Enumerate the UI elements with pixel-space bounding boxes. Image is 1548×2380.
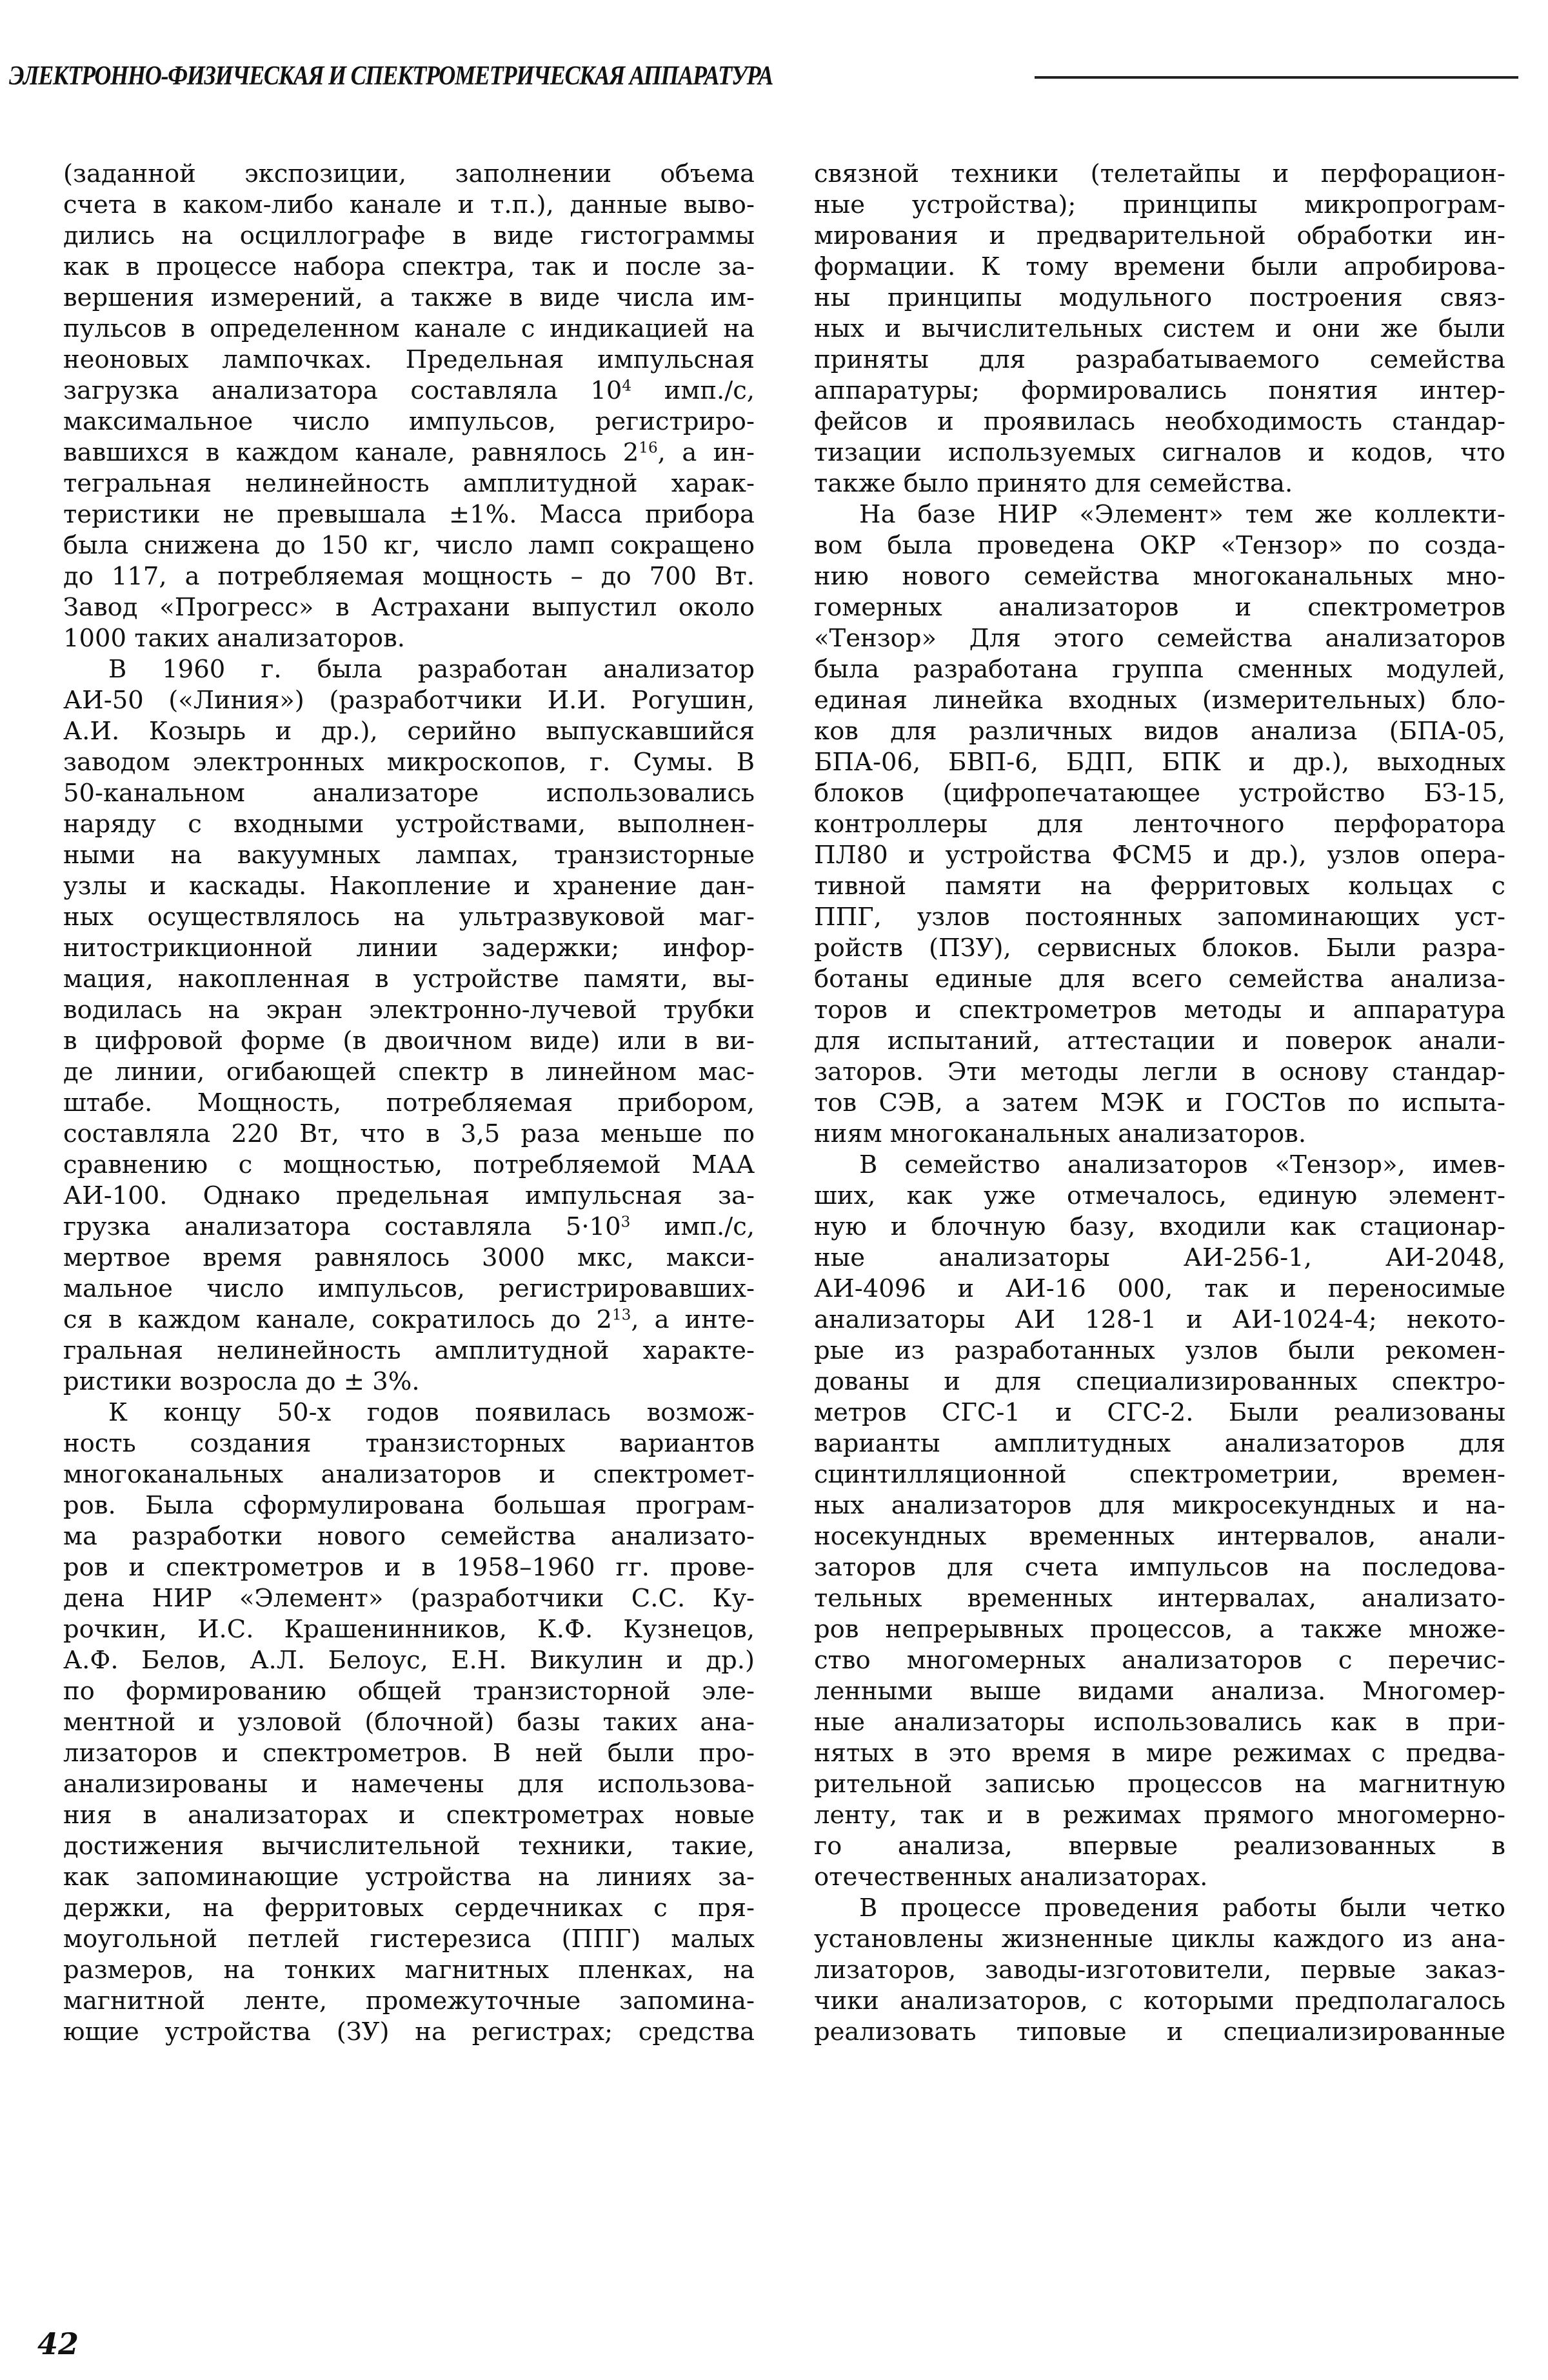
text-line-content: блоков (цифропечатающее устройство БЗ-15, [814,779,1505,808]
text-line [814,375,1505,406]
text-line [814,1274,1505,1305]
text-line-content: ров непрерывных процессов, а также множе- [814,1615,1505,1644]
text-line-content: го анализа, впервые реализованных в [814,1832,1505,1861]
superscript-exponent: 4 [622,377,632,395]
text-line [63,840,755,871]
text-line-content: магнитной ленте, промежуточные запомина- [63,1986,755,2015]
text-line [63,716,755,747]
text-line [63,1831,755,1862]
text-line-content: лизаторов, заводы-изготовители, первые заказ- [814,1955,1505,1985]
text-line [63,1088,755,1119]
text-line [63,1738,755,1769]
text-line-content: составляла 220 Вт, что в 3,5 раза меньше по [63,1119,755,1148]
text-line [814,933,1505,964]
text-line [814,1305,1505,1335]
text-line-content: в цифровой форме (в двоичном виде) или в ви- [63,1026,755,1055]
text-line [63,654,755,685]
text-line [814,406,1505,437]
text-line-content: моугольной петлей гистерезиса (ППГ) малых [63,1925,755,1954]
text-line-content: как запоминающие устройства на линиях за- [63,1863,755,1892]
text-line-content: установлены жизненные циклы каждого из ана- [814,1925,1505,1954]
text-line [814,623,1505,654]
text-line [63,592,755,623]
text-line-content: ленту, так и в режимах прямого многомерно- [814,1801,1505,1830]
text-line-content: дованы и для специализированных спектро- [814,1367,1505,1396]
text-line [63,252,755,283]
text-line [814,592,1505,623]
text-line [63,809,755,840]
text-line [63,314,755,345]
text-line-content: штабе. Мощность, потребляемая прибором, [63,1088,755,1117]
text-line [63,778,755,809]
text-line [814,778,1505,809]
text-line-content: заторов для счета импульсов на последова- [814,1553,1505,1582]
superscript-exponent: 3 [620,1214,631,1231]
text-line [814,1521,1505,1552]
text-line [63,1614,755,1645]
text-line-content: тельных временных интервалах, анализато- [814,1584,1505,1613]
text-line [814,283,1505,314]
text-line-content: реализовать типовые и специализированные [814,2017,1505,2046]
text-line [814,747,1505,778]
text-line-content: ма разработки нового семейства анализато- [63,1522,755,1551]
text-line-content: ность создания транзисторных вариантов [63,1429,755,1458]
text-line-content: мирования и предварительной обработки ин- [814,221,1505,250]
text-line-content: рые из разработанных узлов были рекомен- [814,1336,1505,1365]
text-line [63,1459,755,1490]
text-line [814,1893,1505,1924]
text-line [814,1150,1505,1181]
text-line-content: А.Ф. Белов, А.Л. Белоус, Е.Н. Викулин и др.) [63,1646,755,1675]
text-line-content: ные устройства); принципы микропрограм- [814,190,1505,219]
text-line-content: была разработана группа сменных модулей, [814,655,1505,684]
text-line [63,159,755,190]
text-line-content: лизаторов и спектрометров. В ней были про- [63,1739,755,1768]
text-line [814,809,1505,840]
text-line [814,1088,1505,1119]
text-line [63,1212,755,1243]
text-line [814,314,1505,345]
text-line-content: гральная нелинейность амплитудной характе- [63,1336,755,1365]
text-line [63,1893,755,1924]
text-line [814,1119,1505,1150]
text-line [814,1924,1505,1955]
text-line [814,221,1505,252]
text-line [63,623,755,654]
text-line [63,1397,755,1428]
text-line-content: ленными выше видами анализа. Многомер- [814,1677,1505,1706]
text-line-content: метров СГС-1 и СГС-2. Были реализованы [814,1398,1505,1427]
text-line-content: 1000 таких анализаторов. [63,624,405,653]
text-line-content: связной техники (телетайпы и перфорацион- [814,159,1505,188]
text-line [63,1862,755,1893]
text-line [814,2017,1505,2048]
text-line [63,283,755,314]
running-header-title: ЭЛЕКТРОННО-ФИЗИЧЕСКАЯ И СПЕКТРОМЕТРИЧЕСКАЯ АППАРАТУРА [9,61,773,91]
text-line-content: ристики возросла до ± 3%. [63,1367,420,1396]
text-line [63,1676,755,1707]
text-line [814,1490,1505,1521]
text-line-content: неоновых лампочках. Предельная импульсная [63,345,755,374]
text-line-content: ную и блочную базу, входили как стационар- [814,1212,1505,1241]
text-line [814,1397,1505,1428]
text-line-content: тивной памяти на ферритовых кольцах с [814,872,1505,901]
text-line [814,1583,1505,1614]
text-line-content: Завод «Прогресс» в Астрахани выпустил около [63,593,755,622]
text-line [63,1057,755,1088]
text-line-content: тов СЭВ, а затем МЭК и ГОСТов по испыта- [814,1088,1505,1117]
text-line [63,964,755,995]
text-line [814,190,1505,221]
text-line-content: размеров, на тонких магнитных пленках, на [63,1955,755,1985]
text-line [814,1057,1505,1088]
text-line [814,1428,1505,1459]
text-line-content: К концу 50-х годов появилась возмож- [108,1398,755,1427]
text-line-content: аппаратуры; формировались понятия интер- [814,376,1505,405]
text-line-content: В процессе проведения работы были четко [859,1894,1505,1923]
text-line [814,1986,1505,2017]
text-line-content: грузка анализатора составляла 5·10 [63,1212,621,1241]
text-line-content: ров и спектрометров и в 1958–1960 гг. прове- [63,1553,755,1582]
text-line-content: по формированию общей транзисторной эле- [63,1677,755,1706]
page-number: 42 [37,2326,79,2361]
text-line [814,1243,1505,1274]
text-line-content: отечественных анализаторах. [814,1863,1208,1892]
text-line [63,1490,755,1521]
text-line [814,1026,1505,1057]
text-line [814,1707,1505,1738]
text-line-content: ров. Была сформулирована большая програм- [63,1491,755,1520]
text-line-content: рочкин, И.С. Крашенинников, К.Ф. Кузнецов, [63,1615,755,1644]
text-line-content: В 1960 г. была разработан анализатор [108,655,755,684]
header-rule [1035,76,1518,79]
text-line-content: нятых в это время в мире режимах с предва- [814,1739,1505,1768]
text-line [814,1831,1505,1862]
text-line-content: приняты для разрабатываемого семейства [814,345,1505,374]
text-line-content: де линии, огибающей спектр в линейном мас- [63,1057,755,1086]
text-line [814,1552,1505,1583]
text-line-content: чики анализаторов, с которыми предполагалось [814,1986,1505,2015]
text-line-content: ППГ, узлов постоянных запоминающих уст- [814,903,1505,932]
text-line-content: ройств (ПЗУ), сервисных блоков. Были разра- [814,934,1505,963]
text-line-content: ные анализаторы АИ-256-1, АИ-2048, [814,1243,1505,1272]
text-line [814,716,1505,747]
text-line [63,1274,755,1305]
text-column-left [63,159,755,2048]
text-line-content: ниям многоканальных анализаторов. [814,1119,1307,1148]
text-line [814,1769,1505,1800]
text-line [63,1335,755,1366]
text-line-content: ных осуществлялось на ультразвуковой маг- [63,903,755,932]
text-line-content: фейсов и проявилась необходимость стандар- [814,407,1505,436]
text-line-content: ших, как уже отмечалось, единую элемент- [814,1181,1505,1210]
text-line-content: заторов. Эти методы легли в основу стандар- [814,1057,1505,1086]
text-line [814,685,1505,716]
text-line-content: ботаны единые для всего семейства анализа- [814,965,1505,994]
superscript-exponent: 16 [639,439,658,457]
text-line-content: АИ-50 («Линия») (разработчики И.И. Рогушин, [63,686,755,715]
text-line [63,345,755,375]
running-header [9,57,1518,95]
text-line-content: ния в анализаторах и спектрометрах новые [63,1801,755,1830]
text-line [63,468,755,499]
text-line-content: пульсов в определенном канале с индикацией на [63,314,755,343]
text-line [63,1707,755,1738]
text-line [814,159,1505,190]
text-line-content: ных и вычислительных систем и они же были [814,314,1505,343]
text-line [63,685,755,716]
text-line [63,2017,755,2048]
text-line-content: достижения вычислительной техники, такие, [63,1832,755,1861]
text-line [63,1150,755,1181]
text-line-content: мальное число импульсов, регистрировавших- [63,1274,755,1303]
text-line-content: вавшихся в каждом канале, равнялось 2 [63,438,639,467]
text-line-content: ПЛ80 и устройства ФСМ5 и др.), узлов опера- [814,841,1505,870]
text-line-content: до 117, а потребляемая мощность – до 700 Вт. [63,562,755,591]
text-line-content: тизации используемых сигналов и кодов, что [814,438,1505,467]
text-line-content: гомерных анализаторов и спектрометров [814,593,1505,622]
text-line-content: держки, на ферритовых сердечниках с пря- [63,1894,755,1923]
text-line [63,1552,755,1583]
text-line [63,1305,755,1335]
text-line [814,1212,1505,1243]
text-line [63,1986,755,2017]
text-line [814,468,1505,499]
text-line [814,1459,1505,1490]
text-line [63,530,755,561]
text-line [814,530,1505,561]
text-line [63,902,755,933]
text-line-content: контроллеры для ленточного перфоратора [814,810,1505,839]
text-line-content: (заданной экспозиции, заполнении объема [63,159,755,188]
text-line [814,1800,1505,1831]
text-line [814,871,1505,902]
text-line [63,499,755,530]
text-line-content: дились на осциллографе в виде гистограммы [63,221,755,250]
text-line-content: также было принято для семейства. [814,469,1293,498]
text-line [63,1243,755,1274]
text-line [63,995,755,1026]
text-line-content: БПА-06, БВП-6, БДП, БПК и др.), выходных [814,748,1505,777]
text-line-content: В семейство анализаторов «Тензор», имев- [859,1150,1505,1179]
text-line [63,1769,755,1800]
text-line [814,561,1505,592]
text-line-content: ных анализаторов для микросекундных и на- [814,1491,1505,1520]
text-line-content: мертвое время равнялось 3000 мкс, макси- [63,1243,755,1272]
text-line-content: , а инте- [631,1305,755,1334]
text-line [63,747,755,778]
text-line [814,1862,1505,1893]
text-line-content: имп./с, [631,376,755,405]
text-line-content: ны принципы модульного построения связ- [814,283,1505,312]
text-line [63,1583,755,1614]
text-line [63,933,755,964]
text-line-content: анализированы и намечены для использова- [63,1770,755,1799]
text-line-content: АИ-4096 и АИ-16 000, так и переносимые [814,1274,1505,1303]
text-line [63,1645,755,1676]
text-line [63,221,755,252]
text-line-content: варианты амплитудных анализаторов для [814,1429,1505,1458]
text-line-content: многоканальных анализаторов и спектромет- [63,1460,755,1489]
text-line-content: имп./с, [630,1212,755,1241]
text-line [814,252,1505,283]
text-line-content: счета в каком-либо канале и т.п.), данные выво- [63,190,755,219]
text-line-content: носекундных временных интервалов, анали- [814,1522,1505,1551]
text-line-content: вершения измерений, а также в виде числа им- [63,283,755,312]
text-line [63,1521,755,1552]
text-line [814,1335,1505,1366]
text-line [814,1645,1505,1676]
text-line [63,1924,755,1955]
text-line-content: анализаторы АИ 128-1 и АИ-1024-4; некото- [814,1305,1505,1334]
text-line-content: А.И. Козырь и др.), серийно выпускавшийся [63,717,755,746]
text-line-content: единая линейка входных (измерительных) бло- [814,686,1505,715]
text-line-content: тегральная нелинейность амплитудной харак- [63,469,755,498]
text-line-content: дена НИР «Элемент» (разработчики С.С. Ку- [63,1584,755,1613]
text-line [63,871,755,902]
text-line [63,1119,755,1150]
text-line-content: была снижена до 150 кг, число ламп сокращено [63,531,755,560]
text-line-content: ство многомерных анализаторов с перечис- [814,1646,1505,1675]
text-line [814,1366,1505,1397]
text-line-content: максимальное число импульсов, регистриро- [63,407,755,436]
text-line [63,437,755,468]
text-line [63,190,755,221]
text-line-content: «Тензор» Для этого семейства анализаторов [814,624,1505,653]
text-line [814,995,1505,1026]
text-line-content: ющие устройства (ЗУ) на регистрах; средства [63,2017,755,2046]
text-line-content: теристики не превышала ±1%. Масса прибора [63,500,755,529]
text-line-content: мация, накопленная в устройстве памяти, вы- [63,965,755,994]
text-line-content: ся в каждом канале, сократилось до 2 [63,1305,612,1334]
text-line [63,1955,755,1986]
text-line [814,840,1505,871]
text-line-content: ментной и узловой (блочной) базы таких ана- [63,1708,755,1737]
text-line [63,561,755,592]
text-line [63,375,755,406]
text-line [63,1026,755,1057]
text-line-content: формации. К тому времени были апробирова- [814,252,1505,281]
text-line-content: водилась на экран электронно-лучевой трубки [63,995,755,1025]
text-line-content: нию нового семейства многоканальных мно- [814,562,1505,591]
text-line-content: АИ-100. Однако предельная импульсная за- [63,1181,755,1210]
text-line [63,1428,755,1459]
text-line [63,1800,755,1831]
text-line [814,1738,1505,1769]
text-line-content: узлы и каскады. Накопление и хранение дан- [63,872,755,901]
text-line-content: На базе НИР «Элемент» тем же коллекти- [859,500,1505,529]
text-line-content: как в процессе набора спектра, так и после за- [63,252,755,281]
text-line-content: наряду с входными устройствами, выполнен- [63,810,755,839]
text-line-content: ные анализаторы использовались как в при- [814,1708,1505,1737]
text-line-content: для испытаний, аттестации и поверок анали- [814,1026,1505,1055]
text-line-content: ков для различных видов анализа (БПА-05, [814,717,1505,746]
text-line [814,499,1505,530]
text-line-content: сцинтилляционной спектрометрии, времен- [814,1460,1505,1489]
text-line-content: нитострикционной линии задержки; инфор- [63,934,755,963]
text-line-content: сравнению с мощностью, потребляемой МАА [63,1150,755,1179]
text-line-content: заводом электронных микроскопов, г. Сумы. В [63,748,755,777]
text-line [814,1181,1505,1212]
text-line-content: торов и спектрометров методы и аппаратура [814,995,1505,1025]
text-line [814,345,1505,375]
text-line [814,964,1505,995]
text-line-content: загрузка анализатора составляла 10 [63,376,622,405]
text-line [814,1614,1505,1645]
text-line [63,1366,755,1397]
text-line [814,437,1505,468]
text-line-content: вом была проведена ОКР «Тензор» по созда- [814,531,1505,560]
superscript-exponent: 13 [611,1306,631,1324]
text-line [814,654,1505,685]
text-line-content: ными на вакуумных лампах, транзисторные [63,841,755,870]
text-line-content: 50-канальном анализаторе использовались [63,779,755,808]
text-line-content: , а ин- [657,438,755,467]
text-line [63,406,755,437]
text-line [814,1676,1505,1707]
text-line [63,1181,755,1212]
text-column-right [814,159,1505,2048]
text-line [814,902,1505,933]
text-line-content: рительной записью процессов на магнитную [814,1770,1505,1799]
text-line [814,1955,1505,1986]
